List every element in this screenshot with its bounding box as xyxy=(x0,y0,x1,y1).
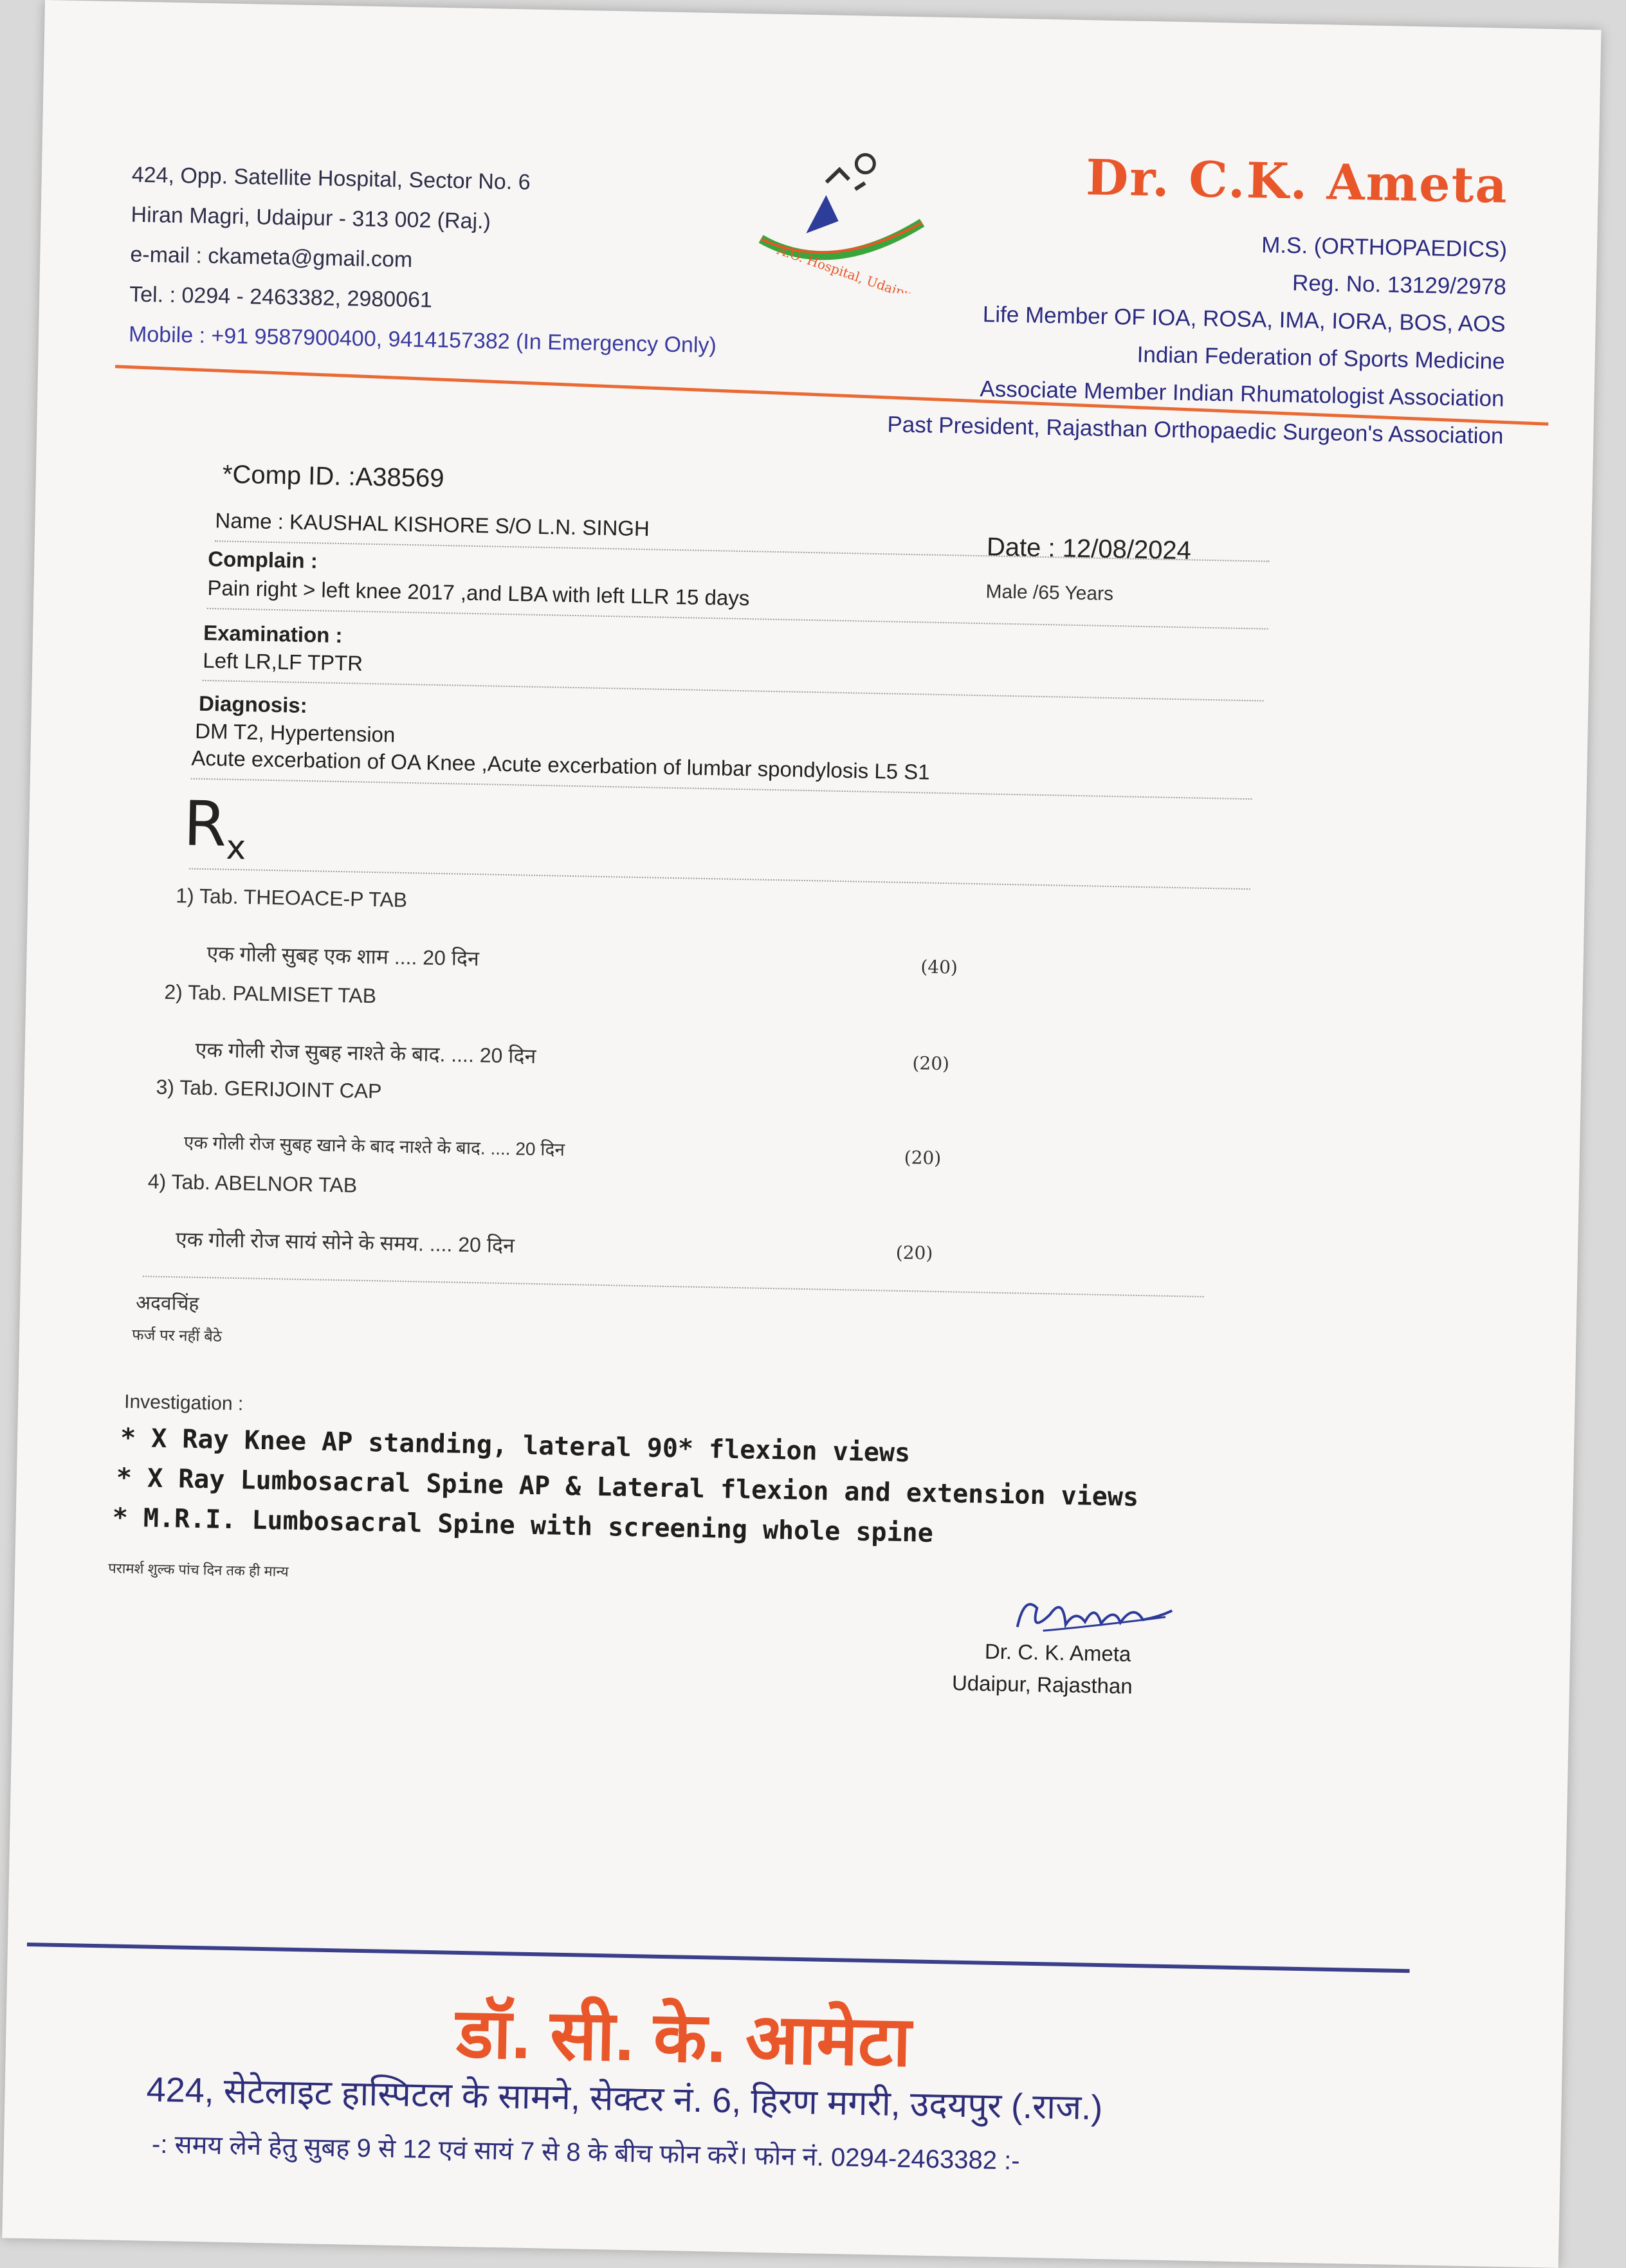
medicine-1-dose: एक गोली सुबह एक शाम .... 20 दिन xyxy=(206,942,480,971)
fee-validity-note: परामर्श शुल्क पांच दिन तक ही मान्य xyxy=(107,1560,289,1580)
credential-memberships: Life Member OF IOA, ROSA, IMA, IORA, BOS, AOS xyxy=(982,302,1506,337)
clinic-telephone: Tel. : 0294 - 2463382, 2980061 xyxy=(129,282,433,313)
clinic-address-line-1: 424, Opp. Satellite Hospital, Sector No. 6 xyxy=(131,162,531,195)
examination-label: Examination : xyxy=(203,620,343,648)
medicine-1-qty: (40) xyxy=(920,956,958,978)
diagnosis-line-1: DM T2, Hypertension xyxy=(194,718,396,747)
investigation-item-1: * X Ray Knee AP standing, lateral 90* flexion views xyxy=(120,1423,911,1468)
medicine-2-qty: (20) xyxy=(912,1052,950,1075)
logo-text: A.O. Hospital, Udaipur xyxy=(775,242,920,294)
investigation-label: Investigation : xyxy=(123,1391,244,1415)
credential-reg-no: Reg. No. 13129/2978 xyxy=(1292,270,1507,300)
complain-text: Pain right > left knee 2017 ,and LBA with left LLR 15 days xyxy=(207,576,750,610)
patient-name: Name : KAUSHAL KISHORE S/O L.N. SINGH xyxy=(215,508,650,541)
diagnosis-label: Diagnosis: xyxy=(198,691,308,718)
footer-divider xyxy=(27,1943,1410,1973)
diagnosis-line-2: Acute excerbation of OA Knee ,Acute excerbation of lumbar spondylosis L5 S1 xyxy=(191,745,930,784)
medicine-4: 4) Tab. ABELNOR TAB xyxy=(147,1169,358,1197)
medicine-2: 2) Tab. PALMISET TAB xyxy=(164,980,377,1008)
examination-text: Left LR,LF TPTR xyxy=(202,648,363,675)
clinic-address-line-2: Hiran Magri, Udaipur - 313 002 (Raj.) xyxy=(131,202,491,234)
signature-place: Udaipur, Rajasthan xyxy=(951,1670,1133,1698)
comp-id: *Comp ID. :A38569 xyxy=(222,460,444,493)
credential-past-president: Past President, Rajasthan Orthopaedic Surgeon's Association xyxy=(887,412,1504,449)
rx-symbol: $R_x$ xyxy=(183,787,246,868)
medicine-1: 1) Tab. THEOACE-P TAB xyxy=(175,884,408,912)
note-line-1: अदवचिंह xyxy=(135,1292,199,1315)
investigation-item-3: * M.R.I. Lumbosacral Spine with screening whole spine xyxy=(112,1503,934,1548)
footer-doctor-name: डॉ. सी. के. आमेटा xyxy=(455,1993,912,2081)
visit-date: Date : 12/08/2024 xyxy=(986,533,1192,565)
clinic-email: e-mail : ckameta@gmail.com xyxy=(130,242,413,273)
patient-sex-age: Male /65 Years xyxy=(985,581,1114,605)
medicine-3-qty: (20) xyxy=(904,1146,942,1169)
medicine-2-dose: एक गोली रोज सुबह नाश्ते के बाद. .... 20 दिन xyxy=(195,1038,536,1068)
prescription-sheet xyxy=(2,0,1601,2268)
credential-degree: M.S. (ORTHOPAEDICS) xyxy=(1261,232,1508,262)
investigation-item-2: * X Ray Lumbosacral Spine AP & Lateral flexion and extension views xyxy=(116,1463,1139,1513)
note-line-2: फर्ज पर नहीं बैठे xyxy=(131,1326,223,1346)
hospital-logo xyxy=(735,142,930,294)
doctor-name: Dr. C.K. Ameta xyxy=(1085,149,1509,214)
credential-sports-medicine: Indian Federation of Sports Medicine xyxy=(1137,342,1506,374)
medicine-4-qty: (20) xyxy=(895,1241,933,1264)
credential-rheumatology: Associate Member Indian Rhumatologist Association xyxy=(980,376,1504,412)
footer-timing: -: समय लेने हेतु सुबह 9 से 12 एवं सायं 7 से 8 के बीच फोन करें। फोन नं. 0294-2463382 :- xyxy=(151,2130,1020,2175)
clinic-mobile: Mobile : +91 9587900400, 9414157382 (In Emergency Only) xyxy=(128,322,717,358)
medicine-4-dose: एक गोली रोज सायं सोने के समय. .... 20 दिन xyxy=(175,1227,515,1257)
signature-name: Dr. C. K. Ameta xyxy=(984,1639,1131,1666)
medicine-3-dose: एक गोली रोज सुबह खाने के बाद नाश्ते के बाद. .... 20 दिन xyxy=(183,1132,565,1160)
complain-label: Complain : xyxy=(208,547,318,573)
footer-address: 424, सेटेलाइट हास्पिटल के सामने, सेक्टर नं. 6, हिरण मगरी, उदयपुर (.राज.) xyxy=(146,2070,1103,2128)
medicine-3: 3) Tab. GERIJOINT CAP xyxy=(156,1075,382,1103)
